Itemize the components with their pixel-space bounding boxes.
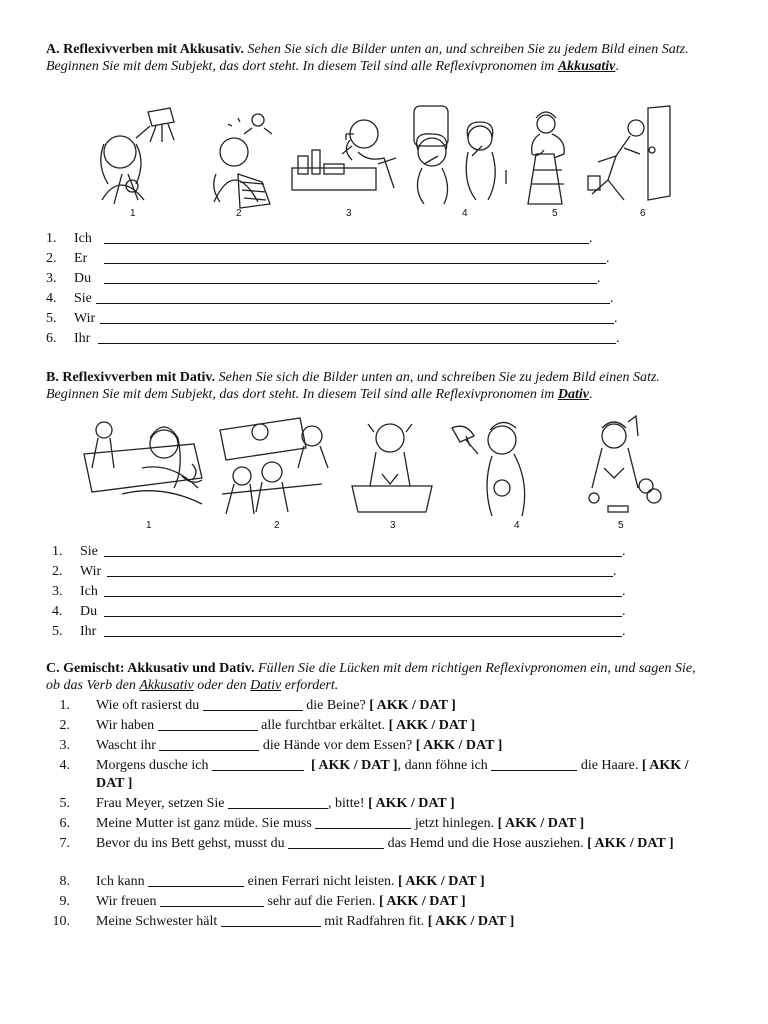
blank-field[interactable] (160, 894, 264, 907)
illustration-hairdryer (452, 422, 525, 516)
illustration-girl-brushing (414, 106, 506, 204)
picture-number: 2 (236, 208, 242, 219)
item-text: einen Ferrari nicht leisten. (247, 874, 395, 889)
illustration-man-door (588, 106, 670, 200)
section-a-heading: A. Reflexivverben mit Akkusativ. (46, 42, 244, 57)
section-b-instruction: Sehen Sie sich die Bilder unten an, und schreiben Sie zu jedem Bild einen Satz. Beginnen Sie mit dem Subjekt, das dort steht. In diesem Teil sind alle Reflexivpronomen im (46, 370, 660, 402)
item-text: alle furchtbar erkältet. (261, 718, 386, 733)
item-text: Meine Schwester hält (96, 914, 218, 929)
section-b-heading: B. Reflexivverben mit Dativ. (46, 370, 216, 385)
answer-line[interactable] (104, 251, 606, 264)
item-subject: Ich (80, 584, 98, 599)
blank-field[interactable] (221, 914, 321, 927)
answer-line[interactable] (98, 331, 616, 344)
picture-number: 4 (514, 520, 520, 531)
item-text: Wir haben (96, 718, 155, 733)
illustration-man-shaving (292, 120, 396, 190)
item-text: Wir freuen (96, 894, 157, 909)
item-number: 5. (46, 311, 57, 326)
list-item: 3. Du . (46, 269, 601, 289)
section-b-illustrations (82, 414, 662, 531)
item-subject: Sie (80, 544, 98, 559)
item-text: Morgens dusche ich (96, 758, 209, 773)
item-text: Ich kann (96, 874, 145, 889)
item-number: 5. (52, 624, 63, 639)
case-choice[interactable]: [ AKK / DAT ] (368, 796, 455, 811)
illustration-family-brushing (220, 418, 328, 514)
item-subject: Wir (80, 564, 102, 579)
blank-field[interactable] (228, 796, 328, 809)
item-subject: Ich (74, 231, 92, 246)
section-c-word-dat: Dativ (250, 677, 282, 693)
answer-line[interactable] (104, 584, 622, 597)
item-text: jetzt hinlegen. (414, 816, 495, 831)
picture-number: 1 (146, 520, 152, 531)
item-subject: Ihr (80, 624, 97, 639)
illustration-man-towel (214, 114, 272, 208)
item-number: 3. (59, 738, 70, 753)
list-item: 6. Ihr . (46, 329, 620, 349)
picture-number: 1 (130, 208, 136, 219)
blank-field[interactable] (148, 874, 244, 887)
item-text: das Hemd und die Hose ausziehen. (387, 836, 584, 851)
item-text: , dann föhne ich (397, 758, 488, 773)
item-subject: Du (80, 604, 98, 619)
picture-number: 4 (462, 208, 468, 219)
illustration-girl-handwash (352, 424, 432, 512)
item-text: die Beine? (306, 698, 366, 713)
section-c-heading: C. Gemischt: Akkusativ und Dativ. (46, 661, 255, 676)
section-c-word-akk: Akkusativ (139, 677, 194, 693)
item-number: 4. (52, 604, 63, 619)
illustration-woman-dress (528, 112, 564, 204)
section-a-case-word: Akkusativ (557, 58, 616, 74)
answer-line[interactable] (104, 604, 622, 617)
picture-number: 2 (274, 520, 280, 531)
case-choice[interactable]: [ AKK / DAT ] (311, 758, 398, 773)
list-item: 4. Sie . (46, 289, 614, 309)
picture-number: 6 (640, 208, 646, 219)
item-number: 10. (52, 914, 70, 929)
item-number: 6. (59, 816, 70, 831)
item-text: Meine Mutter ist ganz müde. Sie muss (96, 816, 312, 831)
illustration-shower-woman (101, 108, 174, 204)
list-item: 1. Sie . (52, 542, 626, 562)
item-text: die Haare. (580, 758, 639, 773)
section-c-instruction-c: erfordert. (284, 677, 339, 693)
section-a-instructions: A. Reflexivverben mit Akkusativ. Sehen Sie sich die Bilder unten an, und schreiben Sie zu jedem Bild einen Satz. Beginnen Sie mit dem Subjekt, das dort steht. In diesem Teil sind alle Reflexivpronomen im Akkusativ. (46, 42, 689, 74)
case-choice[interactable]: [ AKK / DAT ] (587, 836, 674, 851)
illustration-man-combing (589, 416, 661, 512)
list-item: 5. Ihr . (52, 622, 626, 642)
blank-field[interactable] (315, 816, 411, 829)
list-item: 4. Du . (52, 602, 626, 622)
section-a-instruction: Sehen Sie sich die Bilder unten an, und schreiben Sie zu jedem Bild einen Satz. Beginnen Sie mit dem Subjekt, das dort steht. In diesem Teil sind alle Reflexivpronomen im (46, 42, 689, 74)
list-item: 5. Wir . (46, 309, 618, 329)
item-subject: Du (74, 271, 92, 286)
answer-line[interactable] (107, 564, 613, 577)
section-c-instructions (46, 661, 710, 694)
item-subject: Sie (74, 291, 92, 306)
list-item: 2. Wir . (52, 562, 617, 582)
item-text: sehr auf die Ferien. (267, 894, 376, 909)
section-b-instructions: B. Reflexivverben mit Dativ. Sehen Sie sich die Bilder unten an, und schreiben Sie zu jedem Bild einen Satz. Beginnen Sie mit dem Subjekt, das dort steht. In diesem Teil sind alle Reflexivpronomen im Dativ. (46, 370, 660, 402)
item-number: 6. (46, 331, 57, 346)
item-subject: Er (74, 251, 88, 266)
section-a-illustrations (88, 104, 678, 224)
item-text: , bitte! (328, 796, 365, 811)
answer-line[interactable] (104, 544, 622, 557)
item-subject: Wir (74, 311, 96, 326)
list-item: 3. Ich . (52, 582, 626, 602)
blank-field[interactable] (203, 698, 303, 711)
illustration-woman-washing (84, 422, 202, 504)
case-choice[interactable]: [ AKK / DAT ] (388, 718, 476, 733)
picture-number: 3 (346, 208, 352, 219)
item-number: 1. (52, 544, 63, 559)
item-number: 1. (59, 698, 70, 713)
answer-line[interactable] (104, 231, 589, 244)
case-choice[interactable]: [ AKK / DAT ] (497, 816, 585, 831)
answer-line[interactable] (100, 311, 614, 324)
item-text: Wie oft rasierst du (96, 698, 200, 713)
item-number: 2. (59, 718, 70, 733)
picture-number: 5 (618, 520, 624, 531)
section-c-instruction-b: oder den (197, 677, 247, 693)
item-number: 7. (59, 836, 70, 851)
list-item: 2. Er . (46, 249, 610, 269)
item-number: 2. (52, 564, 63, 579)
picture-number: 3 (390, 520, 396, 531)
case-choice[interactable]: [ AKK / DAT ] (398, 874, 485, 889)
case-choice[interactable]: [ AKK / DAT ] (369, 698, 456, 713)
answer-line[interactable] (104, 271, 597, 284)
section-c-instruction-a: Füllen Sie die Lücken mit dem richtigen Reflexivpronomen ein, und sagen Sie, ob das Verb den (46, 661, 696, 693)
blank-field[interactable] (212, 758, 304, 771)
item-number: 3. (52, 584, 63, 599)
section-b-case-word: Dativ (557, 386, 589, 402)
item-text: mit Radfahren fit. (324, 914, 425, 929)
picture-number: 5 (552, 208, 558, 219)
blank-field[interactable] (288, 836, 384, 849)
blank-field[interactable] (491, 758, 577, 771)
answer-line[interactable] (96, 291, 610, 304)
blank-field[interactable] (159, 738, 259, 751)
list-item: 1. Ich . (46, 229, 593, 249)
item-number: 9. (59, 894, 70, 909)
case-choice[interactable]: [ AKK / DAT ] (427, 914, 515, 929)
answer-line[interactable] (104, 624, 622, 637)
item-number: 8. (59, 874, 70, 889)
case-choice[interactable]: [ AKK / DAT ] (415, 738, 503, 753)
item-text: Bevor du ins Bett gehst, musst du (96, 836, 285, 851)
item-subject: Ihr (74, 331, 91, 346)
item-text: die Hände vor dem Essen? (262, 738, 413, 753)
case-choice[interactable]: [ AKK / DAT ] (379, 894, 466, 909)
item-number: 3. (46, 271, 57, 286)
item-number: 1. (46, 231, 57, 246)
blank-field[interactable] (158, 718, 258, 731)
item-text: Wascht ihr (96, 738, 156, 753)
item-text: Frau Meyer, setzen Sie (96, 796, 225, 811)
item-number: 4. (46, 291, 57, 306)
item-number: 5. (59, 796, 70, 811)
case-choice[interactable]: [ AKK / DAT ] (96, 758, 689, 791)
item-number: 4. (59, 758, 70, 773)
item-number: 2. (46, 251, 57, 266)
